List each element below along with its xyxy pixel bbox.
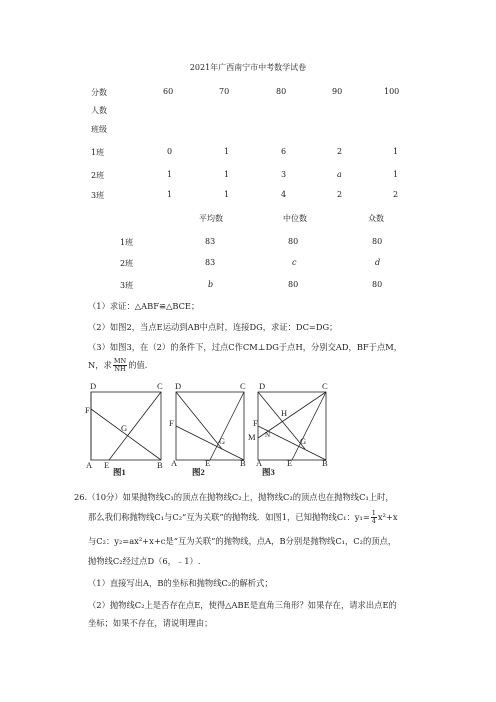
fig3-label: C — [322, 381, 328, 391]
table-cell: 80 — [288, 237, 299, 246]
table-cell: 2 — [337, 147, 343, 156]
fraction-denominator: 4 — [371, 517, 376, 525]
fig1-label: D — [90, 381, 97, 391]
table-row-class-label: 2班 — [91, 171, 105, 180]
figure-3-caption: 图3 — [262, 467, 275, 477]
table-cell: a — [337, 170, 342, 179]
fig2-label: B — [240, 458, 246, 468]
fig1-label: C — [157, 381, 163, 391]
figure-1-caption: 图1 — [113, 467, 126, 477]
fig1-label: A — [86, 460, 93, 470]
table-cell: 1 — [224, 190, 230, 199]
fig3-label: D — [259, 381, 266, 391]
fig3-label: E — [287, 458, 293, 468]
q26-line7: 坐标；如果不存在，请说明理由； — [88, 618, 213, 628]
table-cell: c — [292, 258, 297, 267]
fig3-label: M — [248, 432, 256, 442]
fraction-numerator: MN — [113, 357, 127, 365]
q26-line5: （1）直接写出A，B的坐标和抛物线C₂的解析式； — [88, 578, 273, 588]
table-cell: 1 — [393, 147, 399, 156]
page-title: 2021年广西南宁市中考数学试卷 — [189, 63, 307, 72]
table-cell: 1 — [167, 170, 173, 179]
q25-part3-line1: （3）如图3，在（2）的条件下，过点C作CM⊥DG于点H，分别交AD，BF于点M， — [88, 342, 403, 352]
q25-part1: （1）求证：△ABF≌△BCE； — [88, 301, 200, 311]
table-row-class-label: 1班 — [120, 238, 134, 247]
fig2-label: G — [219, 436, 226, 446]
table-cell: 1 — [393, 170, 399, 179]
table-cell: 80 — [288, 280, 299, 289]
fig1-label: B — [157, 460, 163, 470]
count-label: 人数 — [91, 106, 107, 115]
fig3-label: N — [265, 431, 271, 439]
figure-2-drawing — [176, 392, 244, 460]
table-cell: 0 — [167, 147, 173, 156]
q26-line3: 与C₂：y₂=ax²+x+c是“互为关联”的抛物线，点A，B分别是抛物线C₁，C₂的顶点， — [88, 536, 397, 546]
stats-header-mode: 众数 — [368, 214, 384, 223]
fig1-label: G — [121, 423, 128, 433]
fig3-label: A — [256, 458, 263, 468]
score-col-80: 80 — [276, 87, 287, 96]
coefficient-fraction — [371, 510, 377, 525]
table-row-class-label: 3班 — [120, 281, 134, 290]
fig2-label: C — [240, 381, 246, 391]
fraction-denominator: NH — [114, 365, 126, 373]
fig3-label: H — [281, 408, 288, 418]
fig2-label: F — [169, 418, 174, 428]
figure-2-caption: 图2 — [192, 467, 205, 477]
table-cell: 2 — [337, 190, 343, 199]
q25-part3-prefix: N，求 — [88, 360, 112, 370]
q25-part3-suffix: 的值. — [128, 360, 148, 370]
table-cell: 3 — [281, 170, 287, 179]
q26-line4: 抛物线C₂经过点D（6，﹣1）. — [88, 556, 201, 566]
table-row-class-label: 3班 — [91, 191, 105, 200]
fig1-label: E — [104, 460, 110, 470]
stats-header-median: 中位数 — [283, 214, 307, 223]
fig3-label: F — [253, 418, 258, 428]
q26-line2 — [88, 510, 398, 525]
table-cell: 6 — [281, 147, 287, 156]
table-row-class-label: 1班 — [91, 148, 105, 157]
figure-3-drawing — [258, 392, 326, 460]
table-cell: 83 — [205, 237, 216, 246]
score-col-60: 60 — [163, 87, 174, 96]
q26-line2-suffix: x²+x — [377, 512, 398, 522]
score-col-90: 90 — [332, 87, 343, 96]
fraction-numerator: 1 — [371, 509, 376, 517]
table-cell: b — [208, 280, 214, 289]
table-cell: 1 — [167, 190, 173, 199]
q26-line2-prefix: 那么我们称抛物线C₁与C₂“互为关联”的抛物线．如图1，已知抛物线C₁：y₁= — [88, 512, 370, 522]
table-cell: 80 — [372, 280, 383, 289]
class-label: 班级 — [91, 125, 107, 134]
fig3-label: G — [300, 436, 307, 446]
q26-line1: 26.（10分）如果抛物线C₁的顶点在抛物线C₂上，抛物线C₂的顶点也在抛物线C₁上时， — [74, 492, 394, 502]
table-cell: 80 — [372, 237, 383, 246]
score-header-label: 分数 — [91, 88, 107, 97]
fig2-label: D — [175, 381, 182, 391]
fig3-label: B — [322, 458, 328, 468]
table-cell: 1 — [224, 170, 230, 179]
table-cell: 4 — [281, 190, 287, 199]
score-col-70: 70 — [219, 87, 230, 96]
table-row-class-label: 2班 — [120, 259, 134, 268]
score-col-100: 100 — [384, 87, 400, 96]
stats-header-mean: 平均数 — [199, 214, 223, 223]
table-cell: 1 — [224, 147, 230, 156]
q25-part2: （2）如图2，当点E运动到AB中点时，连接DG，求证：DC=DG； — [88, 322, 338, 332]
q26-line6: （2）抛物线C₂上是否存在点E，使得△ABE是直角三角形？如果存在，请求出点E的 — [88, 600, 397, 610]
table-cell: d — [375, 258, 381, 267]
table-cell: 83 — [205, 258, 216, 267]
fig1-label: F — [85, 405, 90, 415]
fig2-label: A — [171, 458, 178, 468]
fig2-label: E — [205, 458, 211, 468]
table-cell: 2 — [393, 190, 399, 199]
